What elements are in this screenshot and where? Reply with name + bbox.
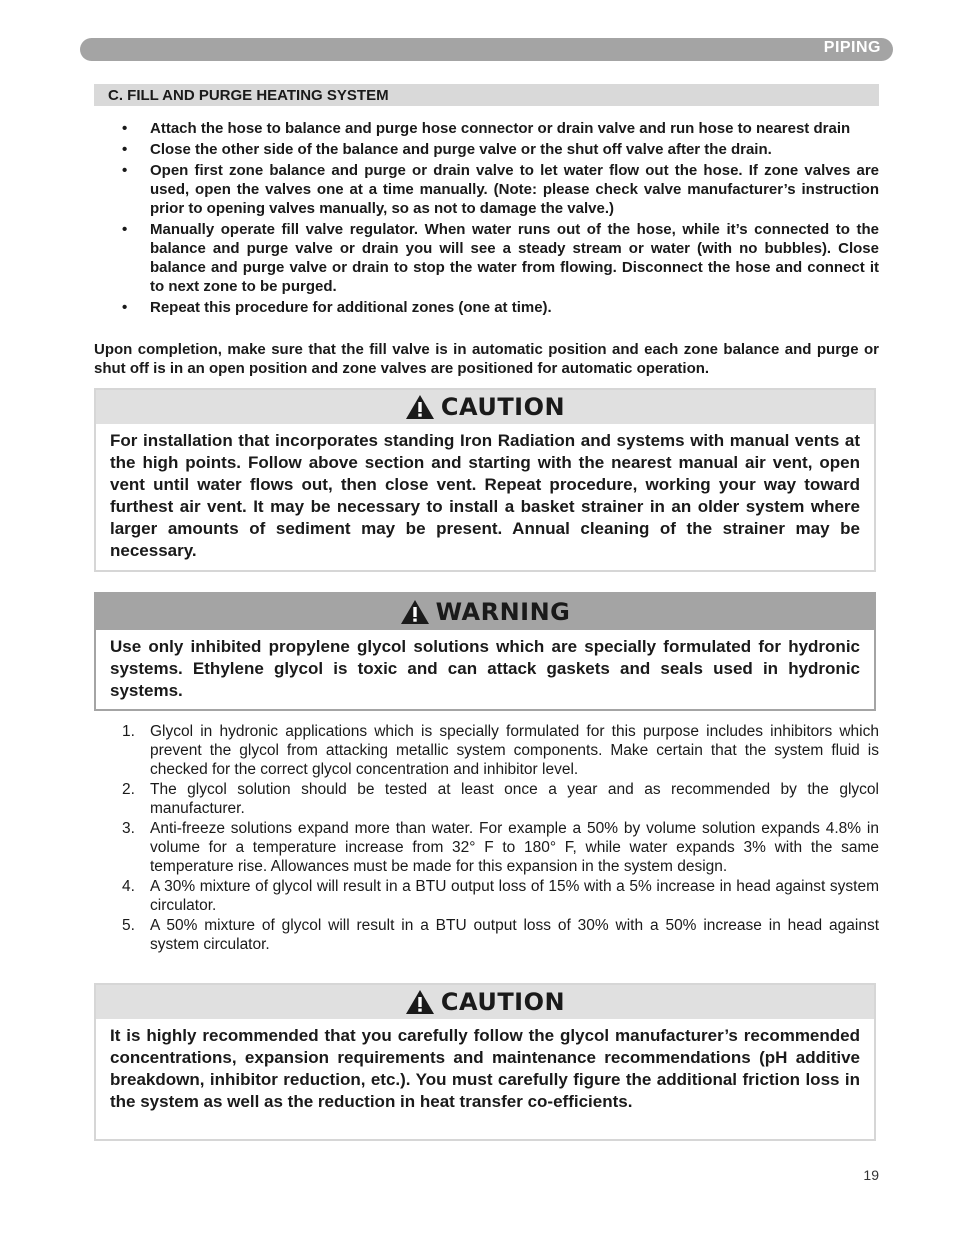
bullet-icon: • <box>122 299 128 316</box>
page-header-bar <box>80 38 893 61</box>
list-item: 5. A 50% mixture of glycol will result in a BTU output loss of 30% with a 50% increase in head against system circulator. <box>122 917 879 953</box>
page-header-title: PIPING <box>823 39 881 56</box>
caution-header <box>96 985 874 1019</box>
warning-box <box>94 592 876 711</box>
completion-paragraph: Upon completion, make sure that the fill valve is in automatic position and each zone balance and purge or shut off is in an open position and zone valves are positioned for automatic operation. <box>94 341 879 377</box>
list-item: • Open first zone balance and purge or drain valve to let water flow out the hose. If zone valves are used, open the valves one at a time manually. (Note: please check valve manufacturer’s instruction prior to opening valves manually, so as not to damage the valve.) <box>122 162 879 217</box>
list-item: • Close the other side of the balance and purge valve or the shut off valve after the drain. <box>122 141 772 158</box>
list-item: 4. A 30% mixture of glycol will result in a BTU output loss of 15% with a 5% increase in head against system circulator. <box>122 878 879 914</box>
fill-purge-steps <box>94 119 879 319</box>
caution-header <box>96 390 874 424</box>
caution-label: CAUTION <box>440 988 566 1016</box>
warning-label: WARNING <box>435 598 571 626</box>
list-item: 2. The glycol solution should be tested at least once a year and as recommended by the glycol manufacturer. <box>122 781 879 817</box>
bullet-icon: • <box>122 120 128 137</box>
caution-box <box>94 388 876 572</box>
caution-text: It is highly recommended that you carefully follow the glycol manufacturer’s recommended concentrations, expansion requirements and maintenance recommendations (pH additive breakdown, inhibitor reduction, etc.). You must carefully figure the additional friction loss in the system as well as the reduction in heat transfer co-efficients. <box>110 1026 860 1111</box>
caution-label: CAUTION <box>440 393 566 421</box>
page-number: 19 <box>863 1167 879 1183</box>
bullet-icon: • <box>122 221 128 238</box>
warning-triangle-icon <box>400 599 430 625</box>
warning-triangle-icon <box>405 394 435 420</box>
section-title: C. FILL AND PURGE HEATING SYSTEM <box>108 87 389 104</box>
list-item: • Manually operate fill valve regulator. When water runs out of the hose, while it’s connected to the balance and purge valve or drain you will see a steady stream or water (with no bubbles). Close balance and purge valve or drain to stop the water from flowing. Disconnect the hose and connect it to next zone to be purged. <box>122 221 879 295</box>
list-item: • Attach the hose to balance and purge hose connector or drain valve and run hose to nearest drain <box>122 120 851 137</box>
warning-header <box>96 594 874 630</box>
warning-text: Use only inhibited propylene glycol solutions which are specially formulated for hydronic systems. Ethylene glycol is toxic and can attack gaskets and seals used in hydronic systems. <box>110 637 860 700</box>
caution-text: For installation that incorporates standing Iron Radiation and systems with manual vents at the high points. Follow above section and starting with the nearest manual air vent, open vent until water flows out, then close vent. Repeat procedure, working your way toward furthest air vent. It may be necessary to install a basket strainer in an older system where larger amounts of sediment may be present. Annual cleaning of the strainer may be necessary. <box>110 431 860 560</box>
caution-box <box>94 983 876 1141</box>
bullet-icon: • <box>122 141 128 158</box>
list-item: 3. Anti-freeze solutions expand more than water. For example a 50% by volume solution expands 4.8% in volume for a temperature increase from 32° F to 180° F, while water expands 3% with the same temperature rise. Allowances must be made for this expansion in the system design. <box>122 820 879 875</box>
glycol-notes-list <box>94 722 879 955</box>
section-title-bar <box>94 84 879 106</box>
warning-triangle-icon <box>405 989 435 1015</box>
bullet-icon: • <box>122 162 128 179</box>
list-item: • Repeat this procedure for additional zones (one at time). <box>122 299 552 316</box>
list-item: 1. Glycol in hydronic applications which is specially formulated for this purpose includes inhibitors which prevent the glycol from attacking metallic system components. Make certain that the system fluid is checked for the correct glycol concentration and inhibitor level. <box>122 723 879 778</box>
